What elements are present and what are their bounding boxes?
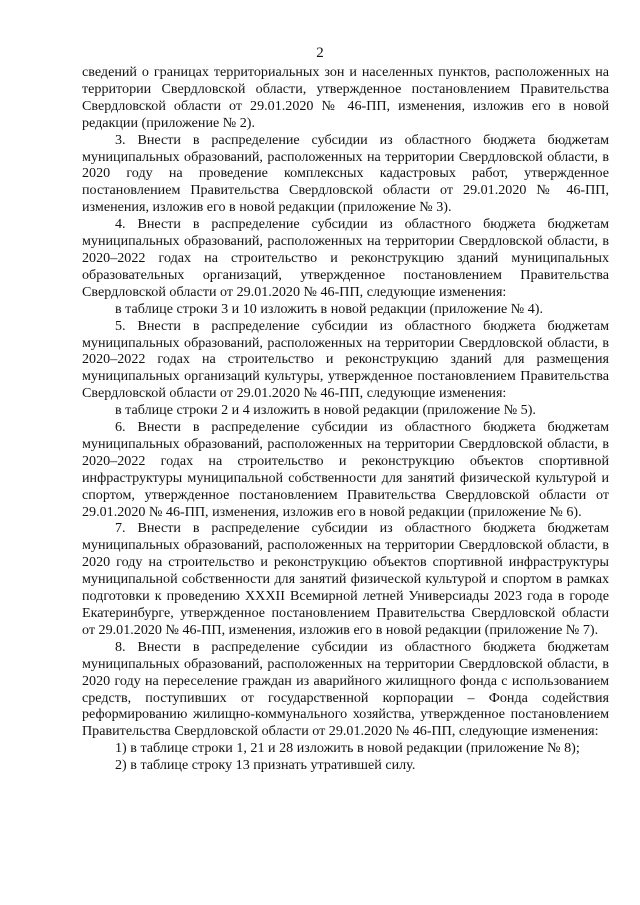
paragraph-item-6: 6. Внести в распределение субсидии из областного бюджета бюджетам муниципальных образований, расположенных на территории Свердловской области, в 2020–2022 годах на строительство и реконструкцию объектов спортивной инфраструктуры муниципальной собственности для занятий физической культурой и спортом, утвержденное постановлением Правительства Свердловской области от 29.01.2020 № 46-ПП, изменения, изложив его в новой редакции (приложение № 6). bbox=[82, 419, 609, 520]
page-number: 2 bbox=[316, 45, 324, 61]
paragraph-item-7: 7. Внести в распределение субсидии из областного бюджета бюджетам муниципальных образований, расположенных на территории Свердловской области, в 2020 году на строительство и реконструкцию объектов спортивной инфраструктуры муниципальной собственности для занятий физической культурой и спортом в рамках подготовки к проведению XXXII Всемирной летней Универсиады 2023 года в городе Екатеринбурге, утвержденное постановлением Правительства Свердловской области от 29.01.2020 № 46-ПП, изменения, изложив его в новой редакции (приложение № 7). bbox=[82, 520, 609, 638]
paragraph-item-3: 3. Внести в распределение субсидии из областного бюджета бюджетам муниципальных образований, расположенных на территории Свердловской области, в 2020 году на проведение комплексных кадастровых работ, утвержденное постановлением Правительства Свердловской области от 29.01.2020 № 46-ПП, изменения, изложив его в новой редакции (приложение № 3). bbox=[82, 131, 609, 216]
paragraph-continuation: сведений о границах территориальных зон и населенных пунктов, расположенных на территории Свердловской области, утвержденное постановлением Правительства Свердловской области от 29.01.2020 № 46-ПП, изменения, изложив его в новой редакции (приложение № 2). bbox=[82, 64, 609, 131]
document-body bbox=[82, 64, 609, 774]
paragraph-item-5-change: в таблице строки 2 и 4 изложить в новой редакции (приложение № 5). bbox=[115, 402, 536, 419]
paragraph-item-4-change: в таблице строки 3 и 10 изложить в новой редакции (приложение № 4). bbox=[115, 300, 543, 317]
paragraph-item-5: 5. Внести в распределение субсидии из областного бюджета бюджетам муниципальных образований, расположенных на территории Свердловской области, в 2020–2022 годах на строительство и реконструкцию зданий для размещения муниципальных организаций культуры, утвержденное постановлением Правительства Свердловской области от 29.01.2020 № 46-ПП, следующие изменения: bbox=[82, 317, 609, 402]
paragraph-item-8-subitem-1: 1) в таблице строки 1, 21 и 28 изложить в новой редакции (приложение № 8); bbox=[115, 740, 580, 757]
paragraph-item-8: 8. Внести в распределение субсидии из областного бюджета бюджетам муниципальных образований, расположенных на территории Свердловской области, в 2020 году на переселение граждан из аварийного жилищного фонда с использованием средств, поступивших от государственной корпорации – Фонда содействия реформированию жилищно-коммунального хозяйства, утвержденное постановлением Правительства Свердловской области от 29.01.2020 № 46-ПП, следующие изменения: bbox=[82, 638, 609, 740]
paragraph-item-8-subitem-2: 2) в таблице строку 13 признать утратившей силу. bbox=[115, 757, 416, 774]
paragraph-item-4: 4. Внести в распределение субсидии из областного бюджета бюджетам муниципальных образований, расположенных на территории Свердловской области, в 2020–2022 годах на строительство и реконструкцию зданий муниципальных образовательных организаций, утвержденное постановлением Правительства Свердловской области от 29.01.2020 № 46-ПП, следующие изменения: bbox=[82, 216, 609, 300]
